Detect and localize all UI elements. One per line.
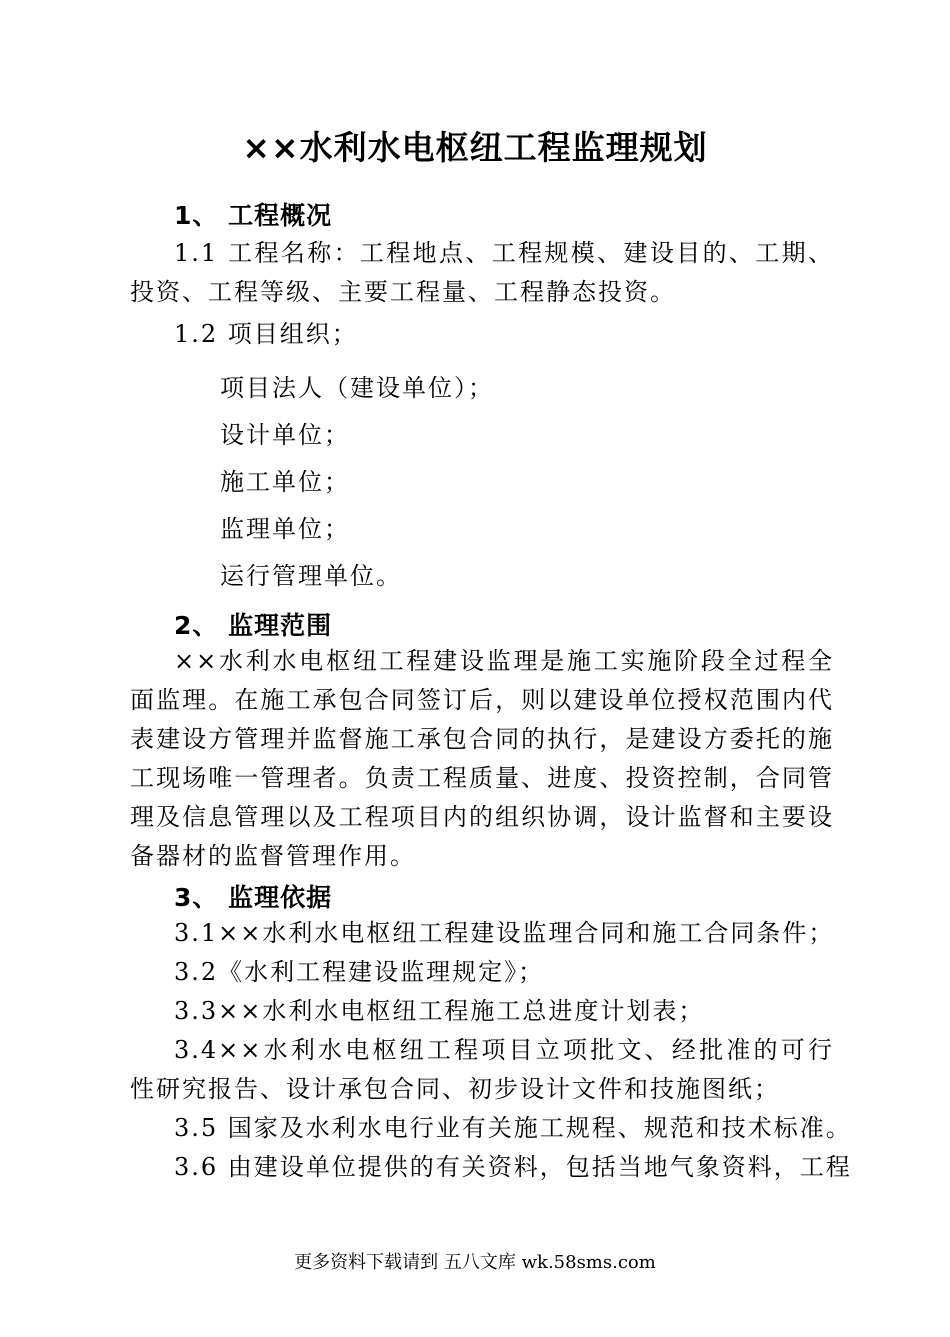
- paragraph-3-6: 3.6 由建设单位提供的有关资料，包括当地气象资料，工程: [174, 1153, 852, 1181]
- paragraph-3-4: 3.4××水利水电枢纽工程项目立项批文、经批准的可行性研究报告、设计承包合同、初步设计文件和技施图纸；: [130, 1036, 834, 1103]
- list-item: 施工单位；: [220, 468, 350, 496]
- paragraph-2-body: ××水利水电枢纽工程建设监理是施工实施阶段全过程全面监理。在施工承包合同签订后，则以建设单位授权范围内代表建设方管理并监督施工承包合同的执行，是建设方委托的施工现场唯一管理者。负责工程质量、进度、投资控制，合同管理及信息管理以及工程项目内的组织协调，设计监督和主要设备器材的监督管理作用。: [130, 647, 834, 870]
- paragraph-1-1: 1.1 工程名称：工程地点、工程规模、建设目的、工期、投资、工程等级、主要工程量、工程静态投资。: [130, 239, 834, 306]
- footer-url[interactable]: wk.58sms.com: [521, 1252, 656, 1273]
- section-1-heading: 1、 工程概况: [174, 201, 333, 230]
- list-item: 运行管理单位。: [220, 562, 402, 590]
- footer: [0, 1248, 950, 1274]
- paragraph-3-1: 3.1××水利水电枢纽工程建设监理合同和施工合同条件；: [174, 919, 835, 947]
- section-3-heading: 3、 监理依据: [174, 883, 333, 912]
- list-item: 项目法人（建设单位）；: [220, 374, 494, 402]
- section-2-heading: 2、 监理范围: [174, 611, 333, 640]
- page-title: ××水利水电枢纽工程监理规划: [242, 128, 708, 167]
- footer-text: 更多资料下载请到 五八文库: [294, 1252, 522, 1273]
- paragraph-3-3: 3.3××水利水电枢纽工程施工总进度计划表；: [174, 997, 705, 1025]
- list-item: 监理单位；: [220, 515, 350, 543]
- paragraph-3-2: 3.2《水利工程建设监理规定》；: [174, 958, 545, 986]
- paragraph-3-5: 3.5 国家及水利水电行业有关施工规程、规范和技术标准。: [174, 1114, 852, 1142]
- list-item: 设计单位；: [220, 421, 350, 449]
- paragraph-1-2: 1.2 项目组织；: [174, 320, 358, 348]
